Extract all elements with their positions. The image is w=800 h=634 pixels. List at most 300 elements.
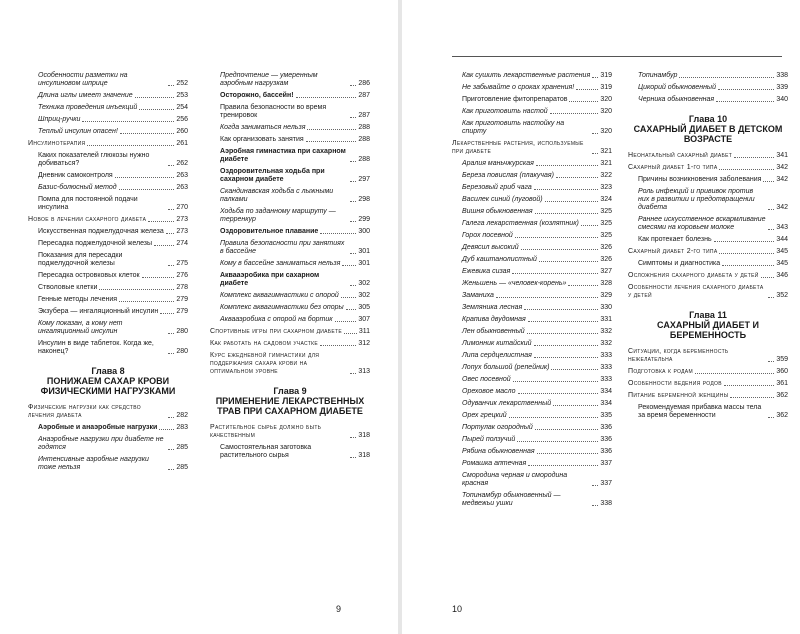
toc-entry xyxy=(628,260,788,268)
toc-entry-page: 325 xyxy=(600,232,612,239)
toc-entry-title: Кому показан, а кому нет ингаляционный инсулин xyxy=(38,320,123,335)
toc-entry xyxy=(210,208,370,224)
toc-entry-title: Как приготовить настой xyxy=(462,108,548,115)
toc-entry-title: Черника обыкновенная xyxy=(638,96,715,103)
dot-leader xyxy=(518,393,599,394)
toc-entry-title: Василек синий (луговой) xyxy=(462,196,543,203)
toc-entry-page: 287 xyxy=(358,92,370,99)
toc-entry-page: 361 xyxy=(776,380,788,387)
toc-entry xyxy=(210,124,370,132)
page-number-left: 9 xyxy=(336,604,342,614)
toc-entry-page: 362 xyxy=(776,392,788,399)
page-number-right: 10 xyxy=(452,604,463,614)
toc-entry-page: 337 xyxy=(600,460,612,467)
toc-entry-title: Как приготовить настойку на спирту xyxy=(462,120,565,135)
dot-leader xyxy=(768,229,774,230)
toc-entry-title: Показания для пересадки поджелудочной железы xyxy=(38,252,123,267)
toc-entry-title: Комплекс аквагимнастики с опорой xyxy=(220,292,339,299)
toc-entry xyxy=(28,240,188,248)
toc-entry xyxy=(28,340,188,356)
toc-entry xyxy=(452,364,612,372)
dot-leader xyxy=(718,89,774,90)
dot-leader xyxy=(168,469,174,470)
toc-entry-title: Генные методы лечения xyxy=(38,296,118,303)
toc-entry-page: 340 xyxy=(776,96,788,103)
chapter-heading xyxy=(28,366,188,396)
toc-entry xyxy=(628,96,788,104)
dot-leader xyxy=(119,301,174,302)
toc-entry xyxy=(628,176,788,184)
toc-entry xyxy=(210,228,370,236)
toc-entry-title: Аэробная гимнастика при сахарном диабете xyxy=(220,148,346,163)
toc-entry xyxy=(452,424,612,432)
toc-entry-title: Дневник самоконтроля xyxy=(38,172,113,179)
dot-leader xyxy=(166,233,175,234)
toc-entry-title: Интенсивные аэробные нагрузки тоже нельзя xyxy=(38,456,149,471)
toc-entry xyxy=(210,188,370,204)
toc-entry xyxy=(628,216,788,232)
toc-entry-title: Растительное сырье должно быть качественным xyxy=(210,424,322,439)
toc-entry-title: Сахарный диабет 2-го типа xyxy=(628,248,718,255)
toc-entry-title: Осложнения сахарного диабета у детей xyxy=(628,272,759,279)
toc-entry-title: Ромашка аптечная xyxy=(462,460,527,467)
toc-entry xyxy=(210,136,370,144)
dot-leader xyxy=(168,333,174,334)
toc-entry-page: 318 xyxy=(358,452,370,459)
dot-leader xyxy=(539,261,598,262)
toc-entry xyxy=(28,272,188,280)
dot-leader xyxy=(160,313,174,314)
toc-entry xyxy=(28,92,188,100)
toc-entry-page: 336 xyxy=(600,424,612,431)
dot-leader xyxy=(341,297,357,298)
toc-entry-page: 318 xyxy=(358,432,370,439)
toc-entry-page: 328 xyxy=(600,280,612,287)
dot-leader xyxy=(592,77,598,78)
toc-entry-page: 325 xyxy=(600,208,612,215)
dot-leader xyxy=(592,153,598,154)
toc-entry-page: 346 xyxy=(776,272,788,279)
toc-entry xyxy=(210,148,370,164)
chapter-number: Глава 8 xyxy=(91,366,125,376)
dot-leader xyxy=(545,201,599,202)
toc-entry-page: 278 xyxy=(176,284,188,291)
toc-entry xyxy=(28,172,188,180)
dot-leader xyxy=(82,121,174,122)
dot-leader xyxy=(724,385,774,386)
toc-entry-page: 334 xyxy=(600,400,612,407)
toc-entry-title: Экзубера — ингаляционный инсулин xyxy=(38,308,159,315)
toc-entry-page: 270 xyxy=(176,204,188,211)
toc-entry-title: Физические нагрузки как средство лечения диабета xyxy=(28,404,141,419)
toc-entry-page: 336 xyxy=(600,448,612,455)
dot-leader xyxy=(335,321,357,322)
toc-entry-page: 338 xyxy=(600,500,612,507)
dot-leader xyxy=(350,285,356,286)
toc-entry xyxy=(628,152,788,160)
toc-entry-title: Топинамбур обыкновенный — медвежьи ушки xyxy=(462,492,561,507)
toc-entry xyxy=(452,412,612,420)
dot-leader xyxy=(120,133,175,134)
dot-leader xyxy=(528,465,598,466)
toc-entry-page: 325 xyxy=(600,220,612,227)
toc-entry xyxy=(28,252,188,268)
toc-entry xyxy=(28,116,188,124)
dot-leader xyxy=(168,209,174,210)
toc-entry xyxy=(28,184,188,192)
toc-entry-page: 345 xyxy=(776,248,788,255)
dot-leader xyxy=(168,265,174,266)
toc-entry xyxy=(452,472,612,488)
toc-entry xyxy=(210,328,370,336)
toc-entry-page: 311 xyxy=(358,328,370,335)
dot-leader xyxy=(350,457,356,458)
toc-entry-page: 334 xyxy=(600,388,612,395)
toc-entry xyxy=(210,340,370,348)
toc-entry xyxy=(452,184,612,192)
toc-entry xyxy=(452,388,612,396)
dot-leader xyxy=(761,277,775,278)
dot-leader xyxy=(553,405,598,406)
toc-entry-page: 287 xyxy=(358,112,370,119)
toc-entry-page: 359 xyxy=(776,356,788,363)
toc-entry-page: 274 xyxy=(176,240,188,247)
toc-entry-title: Липа сердцелистная xyxy=(462,352,532,359)
dot-leader xyxy=(168,165,174,166)
toc-entry xyxy=(628,404,788,420)
toc-entry-title: Самостоятельная заготовка растительного сырья xyxy=(220,444,312,459)
toc-entry xyxy=(28,104,188,112)
toc-entry-title: Как протекает болезнь xyxy=(638,236,712,243)
toc-entry-page: 275 xyxy=(176,260,188,267)
dot-leader xyxy=(168,85,174,86)
toc-entry-page: 254 xyxy=(176,104,188,111)
toc-entry-title: Ситуации, когда беременность нежелательна xyxy=(628,348,729,363)
toc-entry-page: 285 xyxy=(176,444,188,451)
toc-entry-page: 280 xyxy=(176,348,188,355)
dot-leader xyxy=(350,201,356,202)
toc-entry xyxy=(28,140,188,148)
toc-entry-title: Правила безопасности во время тренировок xyxy=(220,104,327,119)
toc-entry-title: Как сушить лекарственные растения xyxy=(462,72,591,79)
toc-entry-page: 344 xyxy=(776,236,788,243)
dot-leader xyxy=(734,157,774,158)
toc-entry xyxy=(452,492,612,508)
toc-entry xyxy=(452,280,612,288)
dot-leader xyxy=(537,453,599,454)
dot-leader xyxy=(768,209,774,210)
toc-entry-page: 320 xyxy=(600,96,612,103)
toc-entry-title: Пересадка поджелудочной железы xyxy=(38,240,153,247)
toc-entry-page: 260 xyxy=(176,128,188,135)
toc-entry-title: Береза повислая (плакучая) xyxy=(462,172,554,179)
toc-column-2 xyxy=(210,72,370,464)
toc-entry-title: Ежевика сизая xyxy=(462,268,511,275)
toc-entry-title: Рекомендуемая прибавка массы тела за время беременности xyxy=(638,404,762,419)
toc-entry-page: 326 xyxy=(600,244,612,251)
dot-leader xyxy=(768,361,774,362)
toc-entry-title: Роль инфекций и прививок против них в развитии и предотвращении диабета xyxy=(638,188,755,211)
dot-leader xyxy=(139,109,174,110)
toc-entry-title: Особенности ведения родов xyxy=(628,380,722,387)
toc-entry-title: Теплый инсулин опасен! xyxy=(38,128,118,135)
toc-entry-title: Аквааэробика с опорой на бортик xyxy=(220,316,333,323)
toc-entry xyxy=(28,308,188,316)
toc-entry-page: 336 xyxy=(600,436,612,443)
toc-entry xyxy=(28,216,188,224)
toc-entry xyxy=(28,152,188,168)
toc-entry-title: Женьшень — «человек-корень» xyxy=(462,280,567,287)
toc-entry-page: 343 xyxy=(776,224,788,231)
toc-entry xyxy=(452,328,612,336)
toc-entry-page: 279 xyxy=(176,296,188,303)
toc-entry-page: 302 xyxy=(358,292,370,299)
toc-entry-title: Лекарственные растения, используемые при диабете xyxy=(452,140,584,155)
dot-leader xyxy=(517,441,598,442)
toc-entry-page: 312 xyxy=(358,340,370,347)
toc-entry-page: 286 xyxy=(358,80,370,87)
toc-entry-title: Помпа для постоянной подачи инсулина xyxy=(38,196,138,211)
toc-entry xyxy=(210,272,370,288)
toc-entry-page: 256 xyxy=(176,116,188,123)
toc-entry xyxy=(210,292,370,300)
toc-entry-title: Когда заниматься нельзя xyxy=(220,124,306,131)
toc-entry-page: 273 xyxy=(176,216,188,223)
toc-entry-title: Оздоровительная ходьба при сахарном диабете xyxy=(220,168,325,183)
toc-entry-title: Дуб каштанолистный xyxy=(462,256,537,263)
toc-entry-title: Правила безопасности при занятиях в бассейне xyxy=(220,240,345,255)
toc-entry-title: Приготовление фитопрепаратов xyxy=(462,96,568,103)
toc-entry-title: Кому в бассейне заниматься нельзя xyxy=(220,260,341,267)
dot-leader xyxy=(307,129,356,130)
toc-entry-page: 299 xyxy=(358,216,370,223)
toc-entry-page: 319 xyxy=(600,72,612,79)
toc-entry-title: Одуванчик лекарственный xyxy=(462,400,552,407)
toc-column-4 xyxy=(628,72,788,424)
toc-entry-title: Анаэробные нагрузки при диабете не годятся xyxy=(38,436,164,451)
dot-leader xyxy=(115,177,175,178)
toc-entry-page: 345 xyxy=(776,260,788,267)
toc-entry xyxy=(628,84,788,92)
dot-leader xyxy=(730,397,774,398)
toc-entry-title: Базис-болюсный метод xyxy=(38,184,117,191)
dot-leader xyxy=(714,241,775,242)
toc-entry-title: Инсулинотерапия xyxy=(28,140,86,147)
toc-entry xyxy=(28,228,188,236)
toc-entry-title: Длина иглы имеет значение xyxy=(38,92,133,99)
toc-entry-page: 283 xyxy=(176,424,188,431)
chapter-number: Глава 9 xyxy=(273,386,307,396)
toc-entry xyxy=(452,140,612,156)
toc-entry-page: 321 xyxy=(600,160,612,167)
toc-entry-page: 320 xyxy=(600,108,612,115)
dot-leader xyxy=(521,249,599,250)
toc-entry-page: 273 xyxy=(176,228,188,235)
dot-leader xyxy=(496,297,598,298)
toc-entry-title: Искусственная поджелудочная железа xyxy=(38,228,164,235)
toc-entry xyxy=(28,72,188,88)
dot-leader xyxy=(679,77,774,78)
dot-leader xyxy=(528,321,599,322)
toc-column-3 xyxy=(452,72,612,512)
toc-entry-page: 253 xyxy=(176,92,188,99)
toc-entry xyxy=(452,316,612,324)
toc-entry-title: Аквааэробика при сахарном диабете xyxy=(220,272,320,287)
toc-entry-title: Подготовка к родам xyxy=(628,368,693,375)
toc-entry-page: 321 xyxy=(600,148,612,155)
toc-entry-page: 320 xyxy=(600,128,612,135)
right-page xyxy=(402,0,800,634)
toc-entry-page: 280 xyxy=(176,328,188,335)
toc-entry-page: 285 xyxy=(176,464,188,471)
toc-entry-title: Рябина обыкновенная xyxy=(462,448,535,455)
toc-entry xyxy=(452,232,612,240)
toc-entry xyxy=(210,72,370,88)
toc-entry-page: 337 xyxy=(600,480,612,487)
dot-leader xyxy=(168,417,174,418)
toc-entry xyxy=(452,340,612,348)
toc-entry xyxy=(452,400,612,408)
toc-entry-page: 313 xyxy=(358,368,370,375)
dot-leader xyxy=(344,333,357,334)
toc-entry xyxy=(452,208,612,216)
toc-entry xyxy=(28,196,188,212)
toc-entry-page: 330 xyxy=(600,304,612,311)
dot-leader xyxy=(576,89,598,90)
dot-leader xyxy=(346,309,357,310)
dot-leader xyxy=(119,189,175,190)
toc-entry xyxy=(628,392,788,400)
toc-entry-page: 288 xyxy=(358,124,370,131)
toc-entry xyxy=(452,196,612,204)
toc-entry-page: 288 xyxy=(358,136,370,143)
toc-entry xyxy=(452,120,612,136)
toc-entry xyxy=(452,268,612,276)
chapter-title: САХАРНЫЙ ДИАБЕТ В ДЕТСКОМ ВОЗРАСТЕ xyxy=(633,124,783,144)
toc-entry xyxy=(210,304,370,312)
toc-entry-title: Лопух большой (репейник) xyxy=(462,364,550,371)
toc-entry xyxy=(628,272,788,280)
toc-entry-title: Как работать на садовом участке xyxy=(210,340,318,347)
toc-entry-title: Особенности лечения сахарного диабета у детей xyxy=(628,284,764,299)
toc-entry xyxy=(628,380,788,388)
toc-entry-title: Сахарный диабет 1-го типа xyxy=(628,164,718,171)
dot-leader xyxy=(524,309,598,310)
dot-leader xyxy=(342,265,356,266)
left-page xyxy=(0,0,398,634)
toc-column-1 xyxy=(28,72,188,476)
dot-leader xyxy=(569,101,598,102)
toc-entry xyxy=(28,404,188,420)
toc-entry-page: 301 xyxy=(358,260,370,267)
toc-entry-title: Аралия маньчжурская xyxy=(462,160,534,167)
dot-leader xyxy=(168,449,174,450)
toc-entry xyxy=(28,128,188,136)
chapter-heading xyxy=(628,114,788,144)
toc-entry-page: 338 xyxy=(776,72,788,79)
toc-entry-page: 341 xyxy=(776,152,788,159)
toc-entry-page: 329 xyxy=(600,292,612,299)
toc-entry xyxy=(452,460,612,468)
chapter-title: ПОНИЖАЕМ САХАР КРОВИ ФИЗИЧЕСКИМИ НАГРУЗКАМИ xyxy=(40,376,176,396)
toc-entry xyxy=(28,296,188,304)
toc-entry-page: 323 xyxy=(600,184,612,191)
dot-leader xyxy=(350,85,356,86)
dot-leader xyxy=(768,297,774,298)
toc-entry-page: 352 xyxy=(776,292,788,299)
toc-entry-page: 324 xyxy=(600,196,612,203)
toc-entry xyxy=(210,444,370,460)
toc-entry-page: 360 xyxy=(776,368,788,375)
dot-leader xyxy=(350,253,356,254)
toc-entry-title: Пырей ползучий xyxy=(462,436,516,443)
dot-leader xyxy=(695,373,774,374)
toc-entry-title: Смородина черная и смородина красная xyxy=(462,472,568,487)
toc-entry-title: Земляника лесная xyxy=(462,304,523,311)
toc-entry-title: Галега лекарственная (козлятник) xyxy=(462,220,579,227)
toc-entry xyxy=(628,368,788,376)
dot-leader xyxy=(535,213,599,214)
toc-entry-page: 279 xyxy=(176,308,188,315)
toc-entry-title: Стволовые клетки xyxy=(38,284,98,291)
toc-entry xyxy=(452,84,612,92)
toc-entry xyxy=(452,304,612,312)
toc-entry-page: 297 xyxy=(358,176,370,183)
toc-entry xyxy=(28,284,188,292)
dot-leader xyxy=(716,101,774,102)
dot-leader xyxy=(320,233,356,234)
toc-entry-title: Особенности разметки на инсулиновом шприце xyxy=(38,72,128,87)
dot-leader xyxy=(509,417,599,418)
toc-entry-page: 327 xyxy=(600,268,612,275)
dot-leader xyxy=(719,169,774,170)
toc-entry-title: Горох посевной xyxy=(462,232,513,239)
toc-entry xyxy=(210,92,370,100)
toc-entry-page: 322 xyxy=(600,172,612,179)
toc-entry-page: 332 xyxy=(600,340,612,347)
toc-entry-title: Лимонник китайский xyxy=(462,340,532,347)
toc-entry-title: Причины возникновения заболевания xyxy=(638,176,762,183)
toc-entry xyxy=(452,72,612,80)
toc-entry xyxy=(628,236,788,244)
toc-entry-title: Оздоровительное плавание xyxy=(220,228,319,235)
toc-entry-page: 282 xyxy=(176,412,188,419)
toc-entry-page: 302 xyxy=(358,280,370,287)
toc-entry xyxy=(452,108,612,116)
header-rule xyxy=(452,56,782,57)
toc-entry-title: Спортивные игры при сахарном диабете xyxy=(210,328,342,335)
dot-leader xyxy=(719,253,774,254)
dot-leader xyxy=(768,417,774,418)
dot-leader xyxy=(512,273,598,274)
toc-entry-page: 261 xyxy=(176,140,188,147)
dot-leader xyxy=(148,221,174,222)
toc-entry xyxy=(452,256,612,264)
toc-entry-title: Инсулин в виде таблеток. Когда же, наконец? xyxy=(38,340,154,355)
toc-entry xyxy=(628,72,788,80)
toc-entry-title: Пересадка островковых клеток xyxy=(38,272,140,279)
toc-entry xyxy=(452,96,612,104)
toc-entry-title: Вишня обыкновенная xyxy=(462,208,533,215)
toc-entry-title: Каких показателей глюкозы нужно добиваться? xyxy=(38,152,150,167)
dot-leader xyxy=(296,97,357,98)
toc-entry-title: Скандинавская ходьба с лыжными палками xyxy=(220,188,334,203)
toc-entry xyxy=(210,168,370,184)
toc-entry-title: Неонатальный сахарный диабет xyxy=(628,152,733,159)
toc-entry xyxy=(452,376,612,384)
toc-entry xyxy=(628,248,788,256)
dot-leader xyxy=(168,353,174,354)
